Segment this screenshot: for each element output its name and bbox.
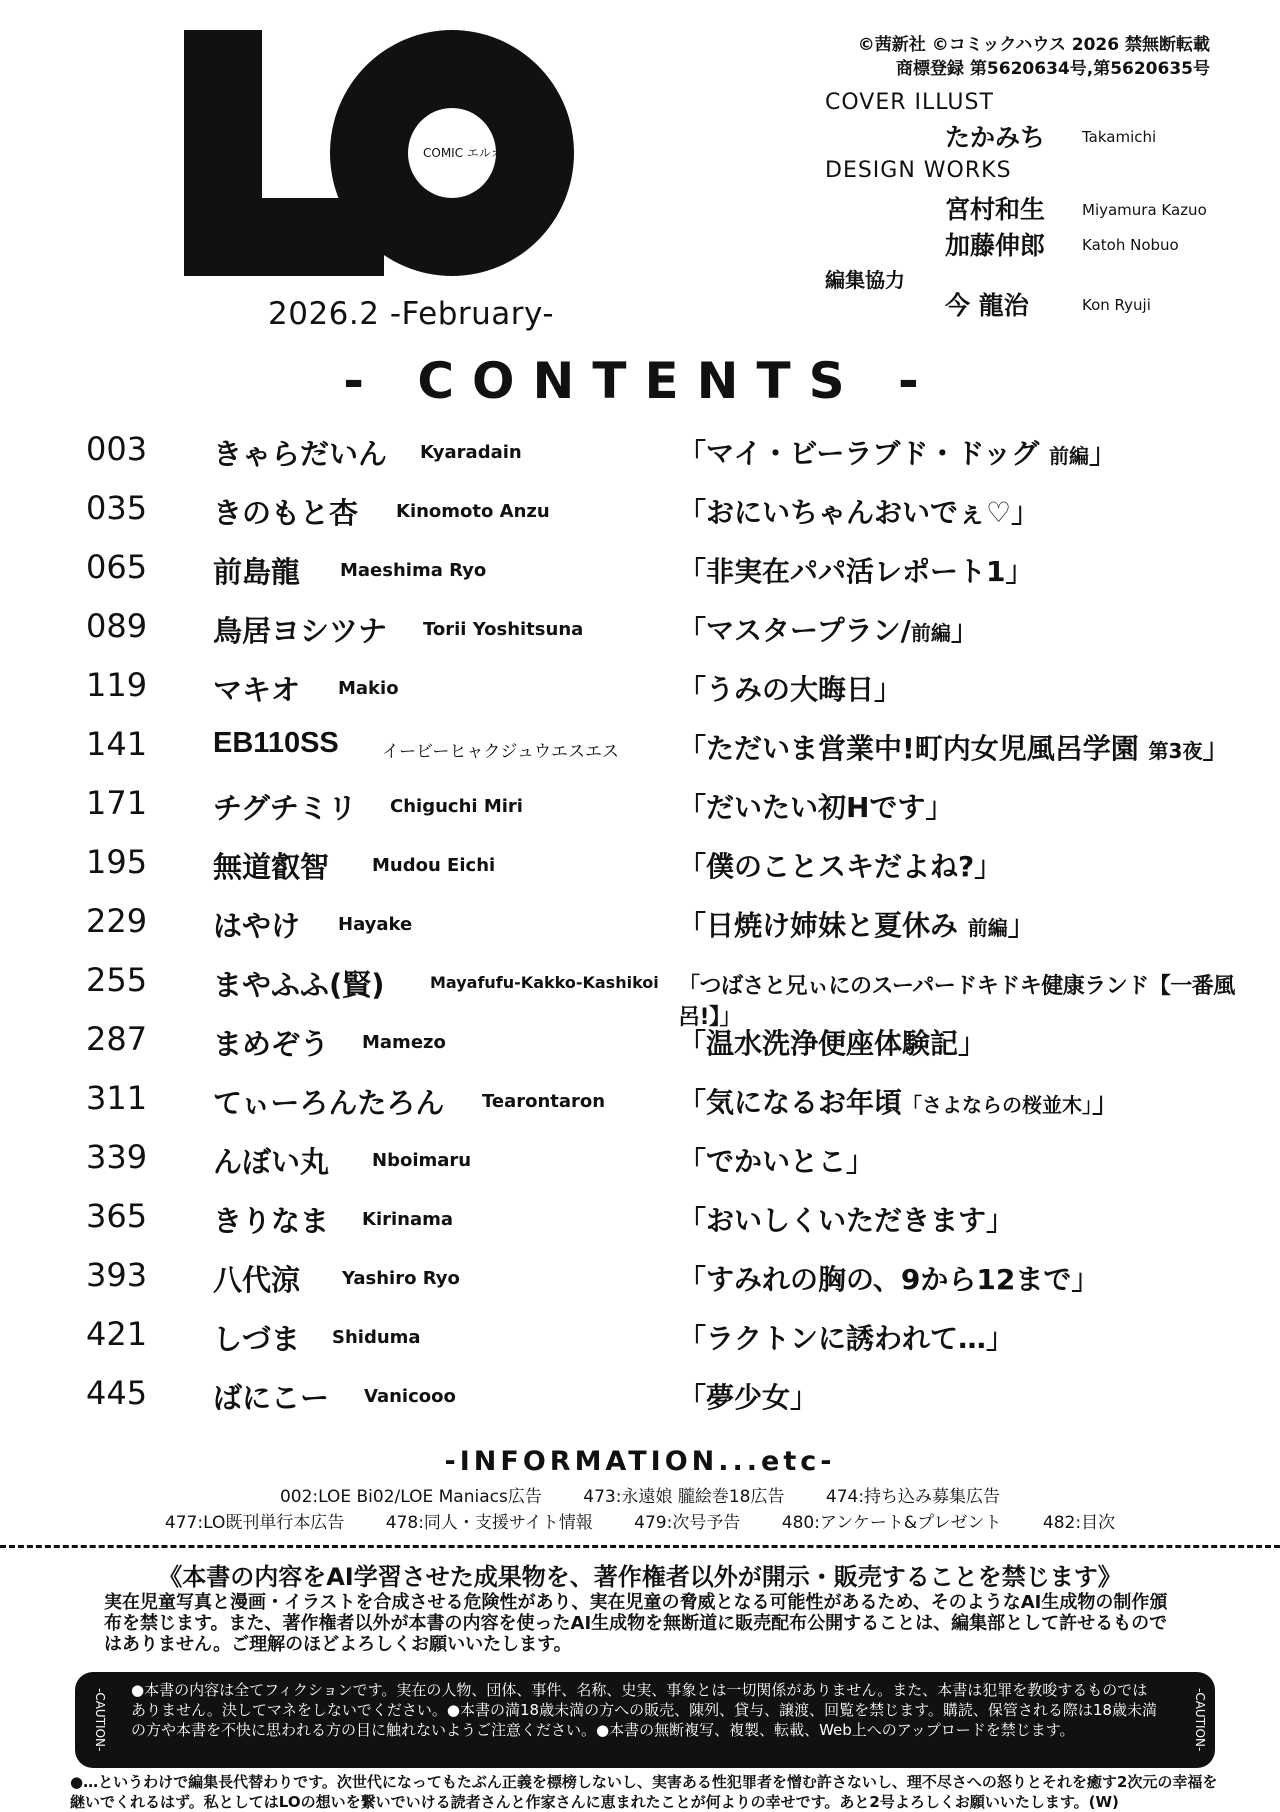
toc-row [0,1256,1280,1314]
toc-page-number: 365 [86,1197,148,1235]
design-works-role: DESIGN WORKS [825,158,1012,183]
toc-row [0,607,1280,665]
toc-row [0,1079,1280,1137]
toc-page-number: 311 [86,1079,148,1117]
toc-row [0,902,1280,960]
toc-author-roman: Tearontaron [482,1091,606,1112]
toc-title: 「ラクトンに誘われて…」 [678,1322,1015,1355]
toc-author: きりなま [213,1204,330,1238]
information-item: 482:目次 [1042,1513,1116,1533]
toc-title: 「すみれの胸の、9から12まで」 [678,1263,1100,1296]
toc-author-roman: Mayafufu-Kakko-Kashikoi [430,973,659,992]
designer-roman: Miyamura Kazuo [1082,201,1207,219]
toc-author: ばにこー [213,1381,330,1415]
toc-row [0,784,1280,842]
information-heading: -INFORMATION...etc- [444,1446,836,1477]
toc-row [0,666,1280,724]
edit-cooperation-roman: Kon Ryuji [1082,296,1151,314]
toc-author: 前島龍 [213,555,301,589]
cover-illust-role: COVER ILLUST [825,90,994,115]
toc-row [0,843,1280,901]
toc-author-roman: Mudou Eichi [372,855,496,876]
toc-page-number: 229 [86,902,148,940]
toc-title: 「気になるお年頃「さよならの桜並木」」 [678,1086,1121,1119]
toc-author-roman: Mamezo [362,1032,446,1053]
toc-author-roman: Hayake [338,914,413,935]
trademark: 商標登録 第5620634号,第5620635号 [896,59,1210,79]
toc-author: まめぞう [213,1027,330,1061]
toc-author-roman: Chiguchi Miri [390,796,523,817]
designer-name: 宮村和生 [945,195,1046,224]
toc-author: んぼい丸 [213,1145,330,1179]
toc-author-roman: イービーヒャクジュウエスエス [382,742,619,762]
toc-author-roman: Kirinama [362,1209,454,1230]
toc-title: 「おいしくいただきます」 [678,1204,1015,1237]
information-item: 473:永遠娘 朧絵巻18広告 [583,1487,785,1507]
toc-page-number: 287 [86,1020,148,1058]
information-line [0,1482,1280,1507]
toc-row [0,1197,1280,1255]
toc-title-note: 「さよならの桜並木」 [902,1093,1093,1117]
designer-roman: Katoh Nobuo [1082,236,1179,254]
toc-page-number: 003 [86,430,148,468]
toc-title: 「でかいとこ」 [678,1145,875,1178]
toc-page-number: 255 [86,961,148,999]
information-item: 474:持ち込み募集広告 [825,1487,1001,1507]
toc-title: 「非実在パパ活レポート1」 [678,555,1034,588]
information-item: 480:アンケート&プレゼント [781,1513,1002,1533]
toc-row [0,548,1280,606]
toc-author-roman: Yashiro Ryo [342,1268,460,1289]
toc-page-number: 089 [86,607,148,645]
toc-title-note: 第3夜 [1148,739,1203,763]
information-item: 479:次号予告 [634,1513,741,1533]
cover-illust-name: たかみち [945,123,1046,152]
information-item: 478:同人・支援サイト情報 [385,1513,593,1533]
toc-title: 「おにいちゃんおいでぇ♡」 [678,496,1040,529]
toc-title: 「うみの大晦日」 [678,673,903,706]
toc-page-number: 393 [86,1256,148,1294]
dashed-divider [0,1545,1280,1548]
toc-row [0,1020,1280,1078]
toc-author-roman: Makio [338,678,399,699]
toc-page-number: 141 [86,725,148,763]
toc-author: 八代涼 [213,1263,301,1297]
toc-author-roman: Kyaradain [420,442,522,463]
toc-author: まやふふ(賢) [213,968,385,1002]
toc-row [0,430,1280,488]
toc-title: 「マスタープラン/前編」 [678,614,979,647]
edit-cooperation-role: 編集協力 [825,268,905,292]
toc-author-roman: Kinomoto Anzu [396,501,550,522]
toc-page-number: 171 [86,784,148,822]
toc-page-number: 421 [86,1315,148,1353]
toc-row [0,489,1280,547]
caution-box [75,1672,1215,1768]
toc-page-number: 065 [86,548,148,586]
toc-title: 「僕のことスキだよね?」 [678,850,1003,883]
toc-title: 「温水洗浄便座体験記」 [678,1027,987,1060]
toc-author: 無道叡智 [213,850,330,884]
toc-author: はやけ [213,909,301,943]
copyright: ©茜新社 ©コミックハウス 2026 禁無断転載 [857,35,1210,55]
toc-page-number: 339 [86,1138,148,1176]
designer-name: 加藤伸郎 [945,231,1046,260]
toc-page-number: 035 [86,489,148,527]
toc-title: 「だいたい初Hです」 [678,791,954,824]
caution-text: ●本書の内容は全てフィクションです。実在の人物、団体、事件、名称、史実、事象とは一切関係がありません。また、本書は犯罪を教唆するものではありません。決してマネをしないでください。●本書の満18歳未満の方への販売、陳列、貸与、譲渡、回覧を禁じます。購読、保管される際は18歳未満の方や本書を不快に思われる方の目に触れないようご注意ください。●本書の無断複写、複製、転載、Web上へのアップロードを禁じます。 [131,1681,1157,1739]
toc-page-number: 445 [86,1374,148,1412]
issue-date: 2026.2 -February- [268,296,555,332]
toc-row [0,1138,1280,1196]
toc-author: きゃらだいん [213,437,388,471]
toc-row [0,1374,1280,1432]
information-item: 477:LO既刊単行本広告 [164,1513,345,1533]
toc-title: 「つばさと兄ぃにのスーパードキドキ健康ランド【一番風呂!】」 [678,974,1235,1030]
edit-cooperation-name: 今 龍治 [945,291,1029,320]
toc-title-note: 前編 [967,916,1008,940]
toc-author: てぃーろんたろん [213,1086,445,1120]
information-line [0,1508,1280,1533]
toc-author: きのもと杏 [213,496,359,530]
toc-title: 「マイ・ビーラブド・ドッグ 前編」 [678,437,1117,470]
editor-note: ●…というわけで編集長代替わりです。次世代になってもたぶん正義を標榜しないし、実害ある性犯罪者を憎む許さないし、理不尽さへの怒りとそれを癒す2次元の幸福を継いでくれるはず。私としてはLOの想いを繋いでいける読者さんと作家さんに恵まれたことが何よりの幸せです。あと2号よろしくお願いいたします。(W) [70,1773,1218,1811]
toc-title-note: 前編 [1048,444,1089,468]
toc-author: しづま [213,1322,301,1356]
toc-page-number: 195 [86,843,148,881]
toc-title-note: 前編 [910,621,951,645]
toc-author-roman: Maeshima Ryo [340,560,487,581]
caution-label-right: -CAUTION- [1193,1688,1207,1752]
toc-author: チグチミリ [213,791,357,825]
toc-author: マキオ [213,673,301,707]
toc-title: 「夢少女」 [678,1381,819,1414]
caution-label-left: -CAUTION- [93,1688,107,1752]
toc-title: 「ただいま営業中!町内女児風呂学園 第3夜」 [678,732,1231,765]
toc-page-number: 119 [86,666,148,704]
toc-author-roman: Torii Yoshitsuna [423,619,584,640]
contents-heading: - CONTENTS - [343,352,937,410]
toc-row [0,725,1280,783]
toc-author-roman: Shiduma [332,1327,421,1348]
ai-notice-title: 《本書の内容をAI学習させた成果物を、著作権者以外が開示・販売することを禁じます》 [158,1563,1122,1591]
toc-author-roman: Nboimaru [372,1150,472,1171]
cover-illust-roman: Takamichi [1082,128,1157,146]
information-item: 002:LOE Bi02/LOE Maniacs広告 [279,1487,542,1507]
toc-author: 鳥居ヨシツナ [213,614,388,648]
toc-author: EB110SS [213,727,339,759]
toc-title: 「日焼け姉妹と夏休み 前編」 [678,909,1036,942]
toc-row [0,961,1280,1030]
logo-subtitle: COMIC エルオー [423,146,515,160]
toc-row [0,1315,1280,1373]
ai-notice-body: 実在児童写真と漫画・イラストを合成させる危険性があり、実在児童の脅威となる可能性があるため、そのようなAI生成物の制作頒布を禁じます。また、著作権者以外が本書の内容を使ったAI生成物を無断道に販売配布公開することは、編集部として許せるものではありません。ご理解のほどよろしくお願いいたします。 [104,1592,1168,1655]
toc-author-roman: Vanicooo [364,1386,456,1407]
